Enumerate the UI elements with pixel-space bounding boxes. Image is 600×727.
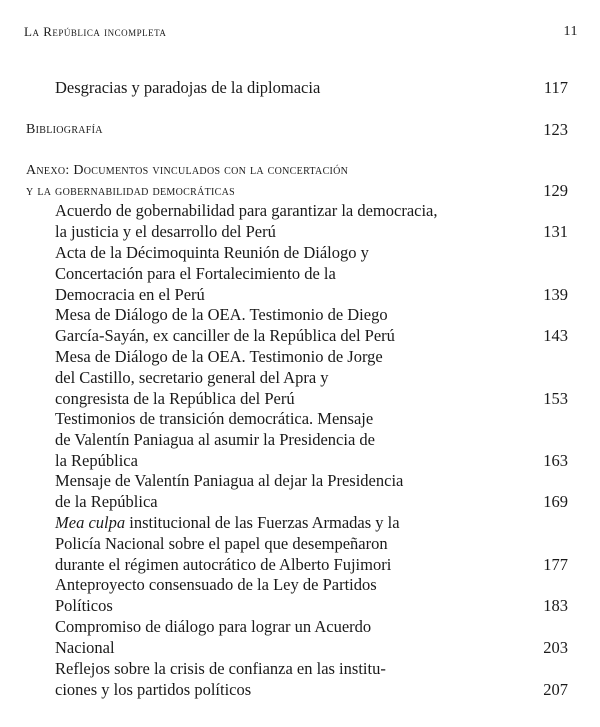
toc-entry-page: 163	[543, 451, 568, 470]
toc-entry-page: 123	[543, 120, 568, 139]
toc-entry-page: 207	[543, 680, 568, 699]
toc-entry-page: 183	[543, 596, 568, 615]
toc-entry-line: Testimonios de transición democrática. Mensaje	[55, 409, 374, 428]
toc-entry-line: Democracia en el Perú	[55, 284, 205, 304]
toc-entry-line: Desgracias y paradojas de la diplomacia	[55, 78, 321, 97]
toc-entry-line	[55, 513, 400, 534]
toc-entry-line: Políticos	[55, 595, 113, 615]
toc-entry-line: durante el régimen autocrático de Alberto Fujimori	[55, 554, 392, 574]
toc-entry-line: y la gobernabilidad democráticas	[26, 184, 235, 199]
toc-entry-line: Acta de la Décimoquinta Reunión de Diálogo y	[55, 243, 369, 262]
toc-entry-line: congresista de la República del Perú	[55, 388, 295, 408]
toc-entry-line: Mensaje de Valentín Paniagua al dejar la Presidencia	[55, 471, 404, 490]
toc-entry-italic: Mea culpa	[55, 513, 126, 532]
toc-entry-line: Compromiso de diálogo para lograr un Acuerdo	[55, 617, 372, 636]
toc-entry-line: Concertación para el Fortalecimiento de la	[55, 263, 336, 283]
toc-entry-line: Reflejos sobre la crisis de confianza en las institu-	[55, 659, 386, 678]
toc-entry-page: 177	[543, 555, 568, 574]
toc-entry-line: Nacional	[55, 637, 115, 657]
toc-entry-page: 131	[543, 222, 568, 241]
toc-entry-line-rest: institucional de las Fuerzas Armadas y la	[125, 513, 400, 532]
toc-entry-page: 117	[543, 78, 568, 97]
page-number: 11	[563, 24, 578, 39]
toc-entry-line: Anexo: Documentos vinculados con la concertación	[26, 163, 349, 178]
toc-entry-page: 139	[543, 285, 568, 304]
toc-entry-line: ciones y los partidos políticos	[55, 679, 252, 699]
toc-entry-line: la República	[55, 450, 138, 470]
toc-entry-line: del Castillo, secretario general del Apra y	[55, 367, 329, 387]
toc-entry-page: 203	[543, 638, 568, 657]
toc-entry-page: 153	[543, 389, 568, 408]
toc-entry-page: 143	[543, 326, 568, 345]
toc-entry-line: Policía Nacional sobre el papel que desempeñaron	[55, 533, 388, 553]
toc-entry-line: Anteproyecto consensuado de la Ley de Partidos	[55, 575, 377, 594]
toc-entry-line: Mesa de Diálogo de la OEA. Testimonio de Jorge	[55, 347, 383, 366]
toc-entry-line: la justicia y el desarrollo del Perú	[55, 221, 276, 241]
toc-entry-page: 129	[543, 181, 568, 200]
toc-entry-line: de Valentín Paniagua al asumir la Presidencia de	[55, 429, 375, 449]
toc-entry-line: Acuerdo de gobernabilidad para garantizar la democracia,	[55, 201, 438, 220]
toc-entry-line: Bibliografía	[26, 122, 103, 137]
running-header-title: La República incompleta	[24, 24, 167, 39]
toc-entry-line: Mesa de Diálogo de la OEA. Testimonio de Diego	[55, 305, 388, 324]
toc-entry-line: García-Sayán, ex canciller de la República del Perú	[55, 325, 395, 345]
toc-entry-page: 169	[543, 492, 568, 511]
toc-entry-line: de la República	[55, 491, 158, 511]
